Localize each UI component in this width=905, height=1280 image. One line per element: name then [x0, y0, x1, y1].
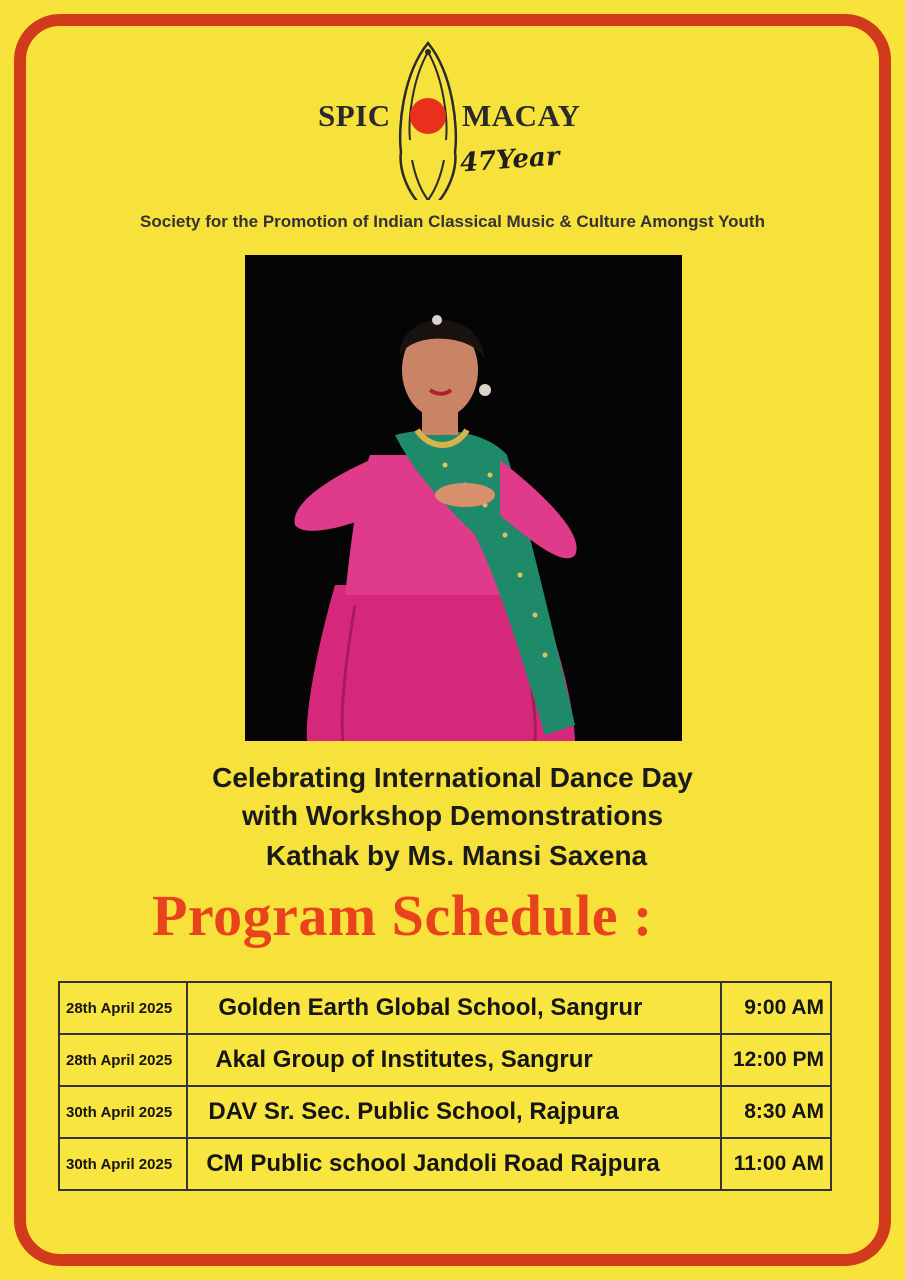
- event-headline-line-1: Celebrating International Dance Day: [212, 762, 693, 793]
- schedule-time: 8:30 AM: [721, 1086, 831, 1138]
- schedule-time: 11:00 AM: [721, 1138, 831, 1190]
- logo-text-left: SPIC: [318, 98, 391, 133]
- schedule-venue: CM Public school Jandoli Road Rajpura: [187, 1138, 721, 1190]
- schedule-title: Program Schedule :: [152, 883, 653, 948]
- table-row: [59, 1034, 831, 1086]
- schedule-venue: DAV Sr. Sec. Public School, Rajpura: [187, 1086, 721, 1138]
- logo-emblem-icon: [0, 40, 905, 200]
- dancer-illustration: [245, 255, 682, 741]
- table-row: [59, 1086, 831, 1138]
- schedule-date: 30th April 2025: [59, 1086, 187, 1138]
- organization-tagline: Society for the Promotion of Indian Classical Music & Culture Amongst Youth: [140, 212, 765, 231]
- schedule-venue: Akal Group of Institutes, Sangrur: [187, 1034, 721, 1086]
- schedule-venue: Golden Earth Global School, Sangrur: [187, 982, 721, 1034]
- spic-macay-logo: [0, 40, 905, 200]
- table-row: [59, 1138, 831, 1190]
- schedule-table: [58, 981, 832, 1191]
- event-headline-line-3: Kathak by Ms. Mansi Saxena: [265, 840, 648, 871]
- table-row: [59, 982, 831, 1034]
- logo-text-right: MACAY: [462, 98, 581, 133]
- schedule-time: 12:00 PM: [721, 1034, 831, 1086]
- schedule-date: 28th April 2025: [59, 1034, 187, 1086]
- anniversary-years: 47Year: [459, 141, 561, 179]
- schedule-date: 30th April 2025: [59, 1138, 187, 1190]
- schedule-time: 9:00 AM: [721, 982, 831, 1034]
- event-headline-line-2: with Workshop Demonstrations: [241, 800, 664, 831]
- kathak-dancer-photo: [245, 255, 682, 741]
- schedule-date: 28th April 2025: [59, 982, 187, 1034]
